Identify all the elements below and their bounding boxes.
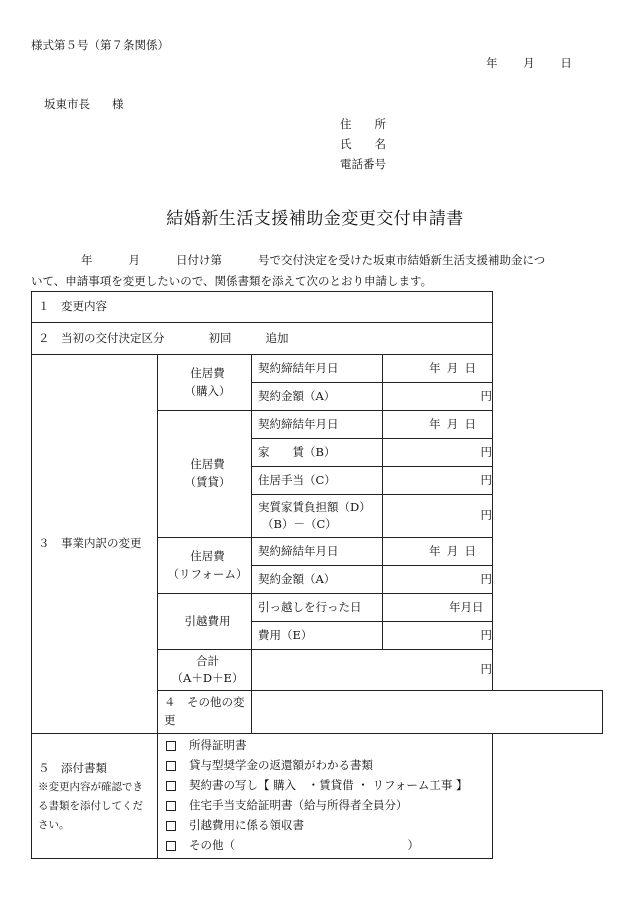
application-table [31,291,603,859]
unit-month: 月 [446,360,459,375]
total-label [158,650,252,691]
attachments-checklist [158,734,493,859]
date-year: 年 [486,56,498,70]
doc-label: その他（ ） [189,838,419,853]
submission-date [486,55,572,71]
checkbox-icon[interactable] [166,761,176,771]
checkbox-icon[interactable] [166,781,176,791]
doc-other[interactable] [164,836,492,856]
purchase-amount-label: 契約金額（A） [252,383,383,411]
reform-cat-1: 住居費 [190,548,225,563]
total-field[interactable]: 円 [252,650,493,691]
housing-allowance-field[interactable]: 円 [383,467,493,495]
actual-rent-label-1: 実質家賃負担額（D） [258,500,371,515]
option-initial[interactable]: 初回 [208,330,232,345]
moving-date-label: 引っ越しを行った日 [252,594,383,622]
initial-decision-row [32,323,493,355]
addressee-name: 坂東市長 [44,97,90,111]
purchase-contract-date-field[interactable] [383,355,493,383]
checkbox-icon[interactable] [166,801,176,811]
intro-month: 月 [128,253,140,267]
addressee [44,96,124,112]
unit-year: 年 [449,599,461,614]
date-month: 月 [523,56,535,70]
applicant-name-label: 氏 名 [340,137,386,151]
doc-label: 引越費用に係る領収書 [189,818,304,833]
form-number: 様式第５号（第７条関係） [31,38,169,52]
reform-contract-date-label: 契約締結年月日 [252,538,383,566]
unit-day: 日 [464,416,476,431]
applicant-address-label: 住 所 [340,117,386,131]
actual-rent-label [252,495,383,538]
attachments-label [32,734,158,859]
doc-label: 貸与型奨学金の返還額がわかる書類 [189,758,373,773]
doc-label: 住宅手当支給証明書（給与所得者全員分） [189,798,408,813]
housing-allowance-label: 住居手当（C） [252,467,383,495]
doc-scholarship[interactable] [164,756,492,776]
rent-label: 家 賃（B） [252,439,383,467]
unit-day: 日 [472,599,484,614]
reform-amount-field[interactable]: 円 [383,566,493,594]
reform-cat-2: （リフォーム） [167,566,248,581]
other-changes-field[interactable] [252,691,603,734]
doc-contract-copy[interactable] [164,776,492,796]
option-additional[interactable]: 追加 [265,330,289,345]
purchase-contract-date-label: 契約締結年月日 [252,355,383,383]
purchase-category [158,355,252,411]
unit-day: 日 [464,360,476,375]
unit-month: 月 [460,599,472,614]
other-changes-label: ４ その他の変更 [158,691,252,734]
rent-field[interactable]: 円 [383,439,493,467]
moving-cost-field[interactable]: 円 [383,622,493,650]
attachments-note-1: ※変更内容が確認でき [38,780,143,793]
reform-contract-date-field[interactable] [383,538,493,566]
moving-category: 引越費用 [158,594,252,650]
actual-rent-field[interactable]: 円 [383,495,493,538]
unit-day: 日 [464,543,476,558]
rental-category [158,411,252,538]
change-content-label: １ 変更内容 [32,292,493,323]
doc-income-certificate[interactable] [164,736,492,756]
applicant-phone-label: 電話番号 [340,157,386,171]
intro-line-1 [31,252,545,268]
attachments-note-2: る書類を添付してくだ [38,799,143,812]
rental-cat-1: 住居費 [190,457,225,472]
purchase-amount-field[interactable]: 円 [383,383,493,411]
attachments-note-3: さい。 [38,818,70,831]
doc-label: 所得証明書 [189,738,247,753]
purchase-cat-2: （購入） [184,383,231,398]
initial-decision-label: ２ 当初の交付決定区分 [38,330,165,345]
moving-date-field[interactable] [383,594,493,622]
checkbox-icon[interactable] [166,741,176,751]
doc-housing-allowance[interactable] [164,796,492,816]
actual-rent-label-2: （B）－（C） [262,517,337,531]
intro-line-2: いて、申請事項を変更したいので、関係書類を添えて次のとおり申請します。 [31,274,433,288]
intro-dated: 日付け第 [176,253,222,267]
purchase-cat-1: 住居費 [190,365,225,380]
rental-contract-date-field[interactable] [383,411,493,439]
document-title: 結婚新生活支援補助金変更交付申請書 [166,209,464,229]
attachments-title: ５ 添付書類 [38,760,107,775]
total-label-1: 合計 [196,653,219,668]
reform-category [158,538,252,594]
doc-moving-receipt[interactable] [164,816,492,836]
honorific: 様 [112,97,124,111]
unit-month: 月 [446,416,459,431]
unit-month: 月 [446,543,459,558]
total-label-2: （A＋D＋E） [171,671,244,685]
intro-rest: 号で交付決定を受けた坂東市結婚新生活支援補助金につ [258,253,546,267]
unit-year: 年 [429,543,441,558]
unit-year: 年 [429,360,441,375]
rental-contract-date-label: 契約締結年月日 [252,411,383,439]
moving-cost-label: 費用（E） [252,622,383,650]
checkbox-icon[interactable] [166,841,176,851]
rental-cat-2: （賃貸） [184,475,231,489]
doc-label: 契約書の写し【 購入 ・賃貸借 ・ リフォーム工事 】 [189,778,468,793]
intro-year: 年 [81,253,93,267]
checkbox-icon[interactable] [166,821,176,831]
breakdown-change-label: ３ 事業内訳の変更 [32,355,158,734]
unit-year: 年 [429,416,441,431]
reform-amount-label: 契約金額（A） [252,566,383,594]
date-day: 日 [560,56,572,70]
